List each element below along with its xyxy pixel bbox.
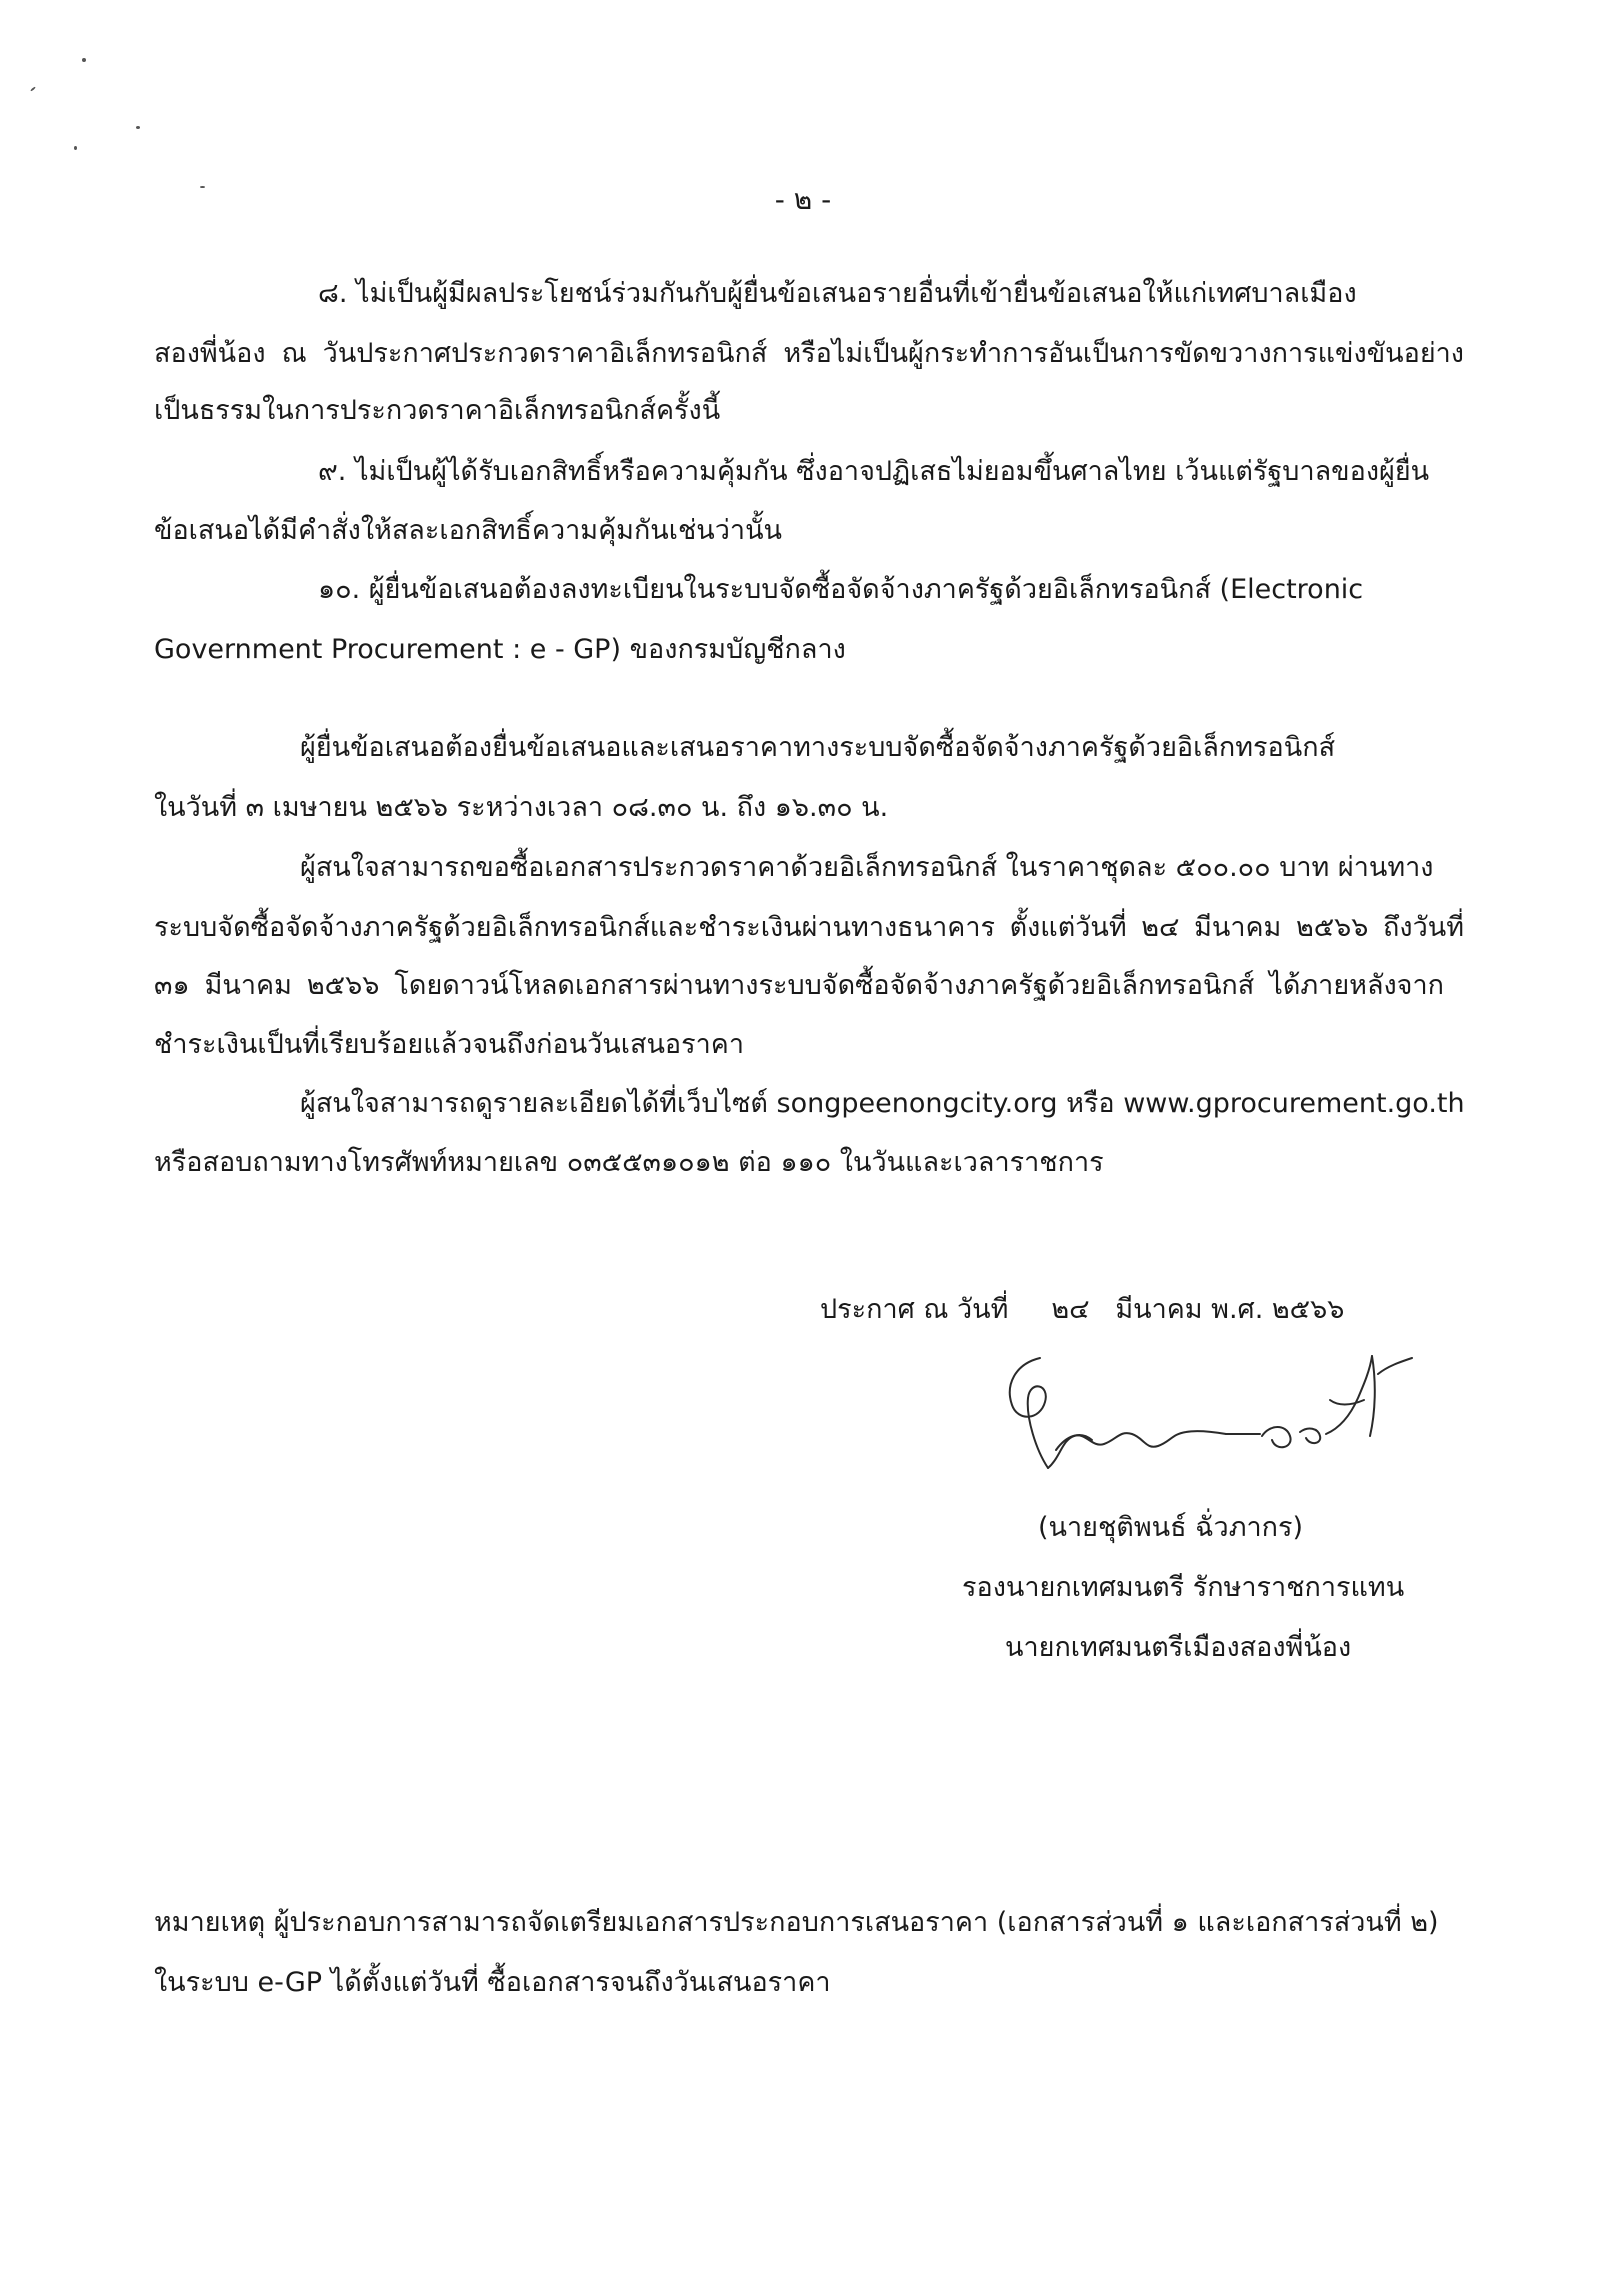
submission-line1: ผู้ยื่นข้อเสนอต้องยื่นข้อเสนอและเสนอราคาทางระบบจัดซื้อจัดจ้างภาครัฐด้วยอิเล็กทรอนิกส์ [300, 732, 1336, 763]
signatory-name: (นายชุติพนธ์ ฉั่วภากร) [1038, 1512, 1304, 1543]
scan-speck [30, 86, 36, 91]
note-line1: หมายเหตุ ผู้ประกอบการสามารถจัดเตรียมเอกสารประกอบการเสนอราคา (เอกสารส่วนที่ ๑ และเอกสารส่วนที่ ๒) [154, 1907, 1439, 1938]
item8-line1: ๘. ไม่เป็นผู้มีผลประโยชน์ร่วมกันกับผู้ยื่นข้อเสนอรายอื่นที่เข้ายื่นข้อเสนอให้แก่เทศบาลเมือง [318, 278, 1357, 309]
signatory-position-1: รองนายกเทศมนตรี รักษาราชการแทน [962, 1572, 1405, 1603]
submission-line2: ในวันที่ ๓ เมษายน ๒๕๖๖ ระหว่างเวลา ๐๘.๓๐ น. ถึง ๑๖.๓๐ น. [154, 792, 889, 823]
purchase-line1: ผู้สนใจสามารถขอซื้อเอกสารประกวดราคาด้วยอิเล็กทรอนิกส์ ในราคาชุดละ ๕๐๐.๐๐ บาท ผ่านทาง [300, 852, 1434, 883]
contact-line2: หรือสอบถามทางโทรศัพท์หมายเลข ๐๓๕๕๓๑๐๑๒ ต่อ ๑๑๐ ในวันและเวลาราชการ [154, 1147, 1104, 1178]
item10-line1: ๑๐. ผู้ยื่นข้อเสนอต้องลงทะเบียนในระบบจัดซื้อจัดจ้างภาครัฐด้วยอิเล็กทรอนิกส์ (Electronic [318, 574, 1364, 605]
page-number: - ๒ - [774, 183, 832, 216]
scan-speck [82, 58, 86, 62]
scan-speck [136, 126, 140, 129]
item9-line2: ข้อเสนอได้มีคำสั่งให้สละเอกสิทธิ์ความคุ้มกันเช่นว่านั้น [154, 515, 783, 546]
item10-line2: Government Procurement : e - GP) ของกรมบัญชีกลาง [154, 634, 846, 665]
purchase-line2: ระบบจัดซื้อจัดจ้างภาครัฐด้วยอิเล็กทรอนิกส์และชำระเงินผ่านทางธนาคาร ตั้งแต่วันที่ ๒๔ มีนาคม ๒๕๖๖ ถึงวันที่ [154, 912, 1464, 943]
handwritten-signature [1000, 1340, 1420, 1490]
purchase-line3: ๓๑ มีนาคม ๒๕๖๖ โดยดาวน์โหลดเอกสารผ่านทางระบบจัดซื้อจัดจ้างภาครัฐด้วยอิเล็กทรอนิกส์ ได้ภายหลังจาก [154, 970, 1444, 1001]
signatory-position-2: นายกเทศมนตรีเมืองสองพี่น้อง [1005, 1632, 1352, 1663]
item9-line1: ๙. ไม่เป็นผู้ได้รับเอกสิทธิ์หรือความคุ้มกัน ซึ่งอาจปฏิเสธไม่ยอมขึ้นศาลไทย เว้นแต่รัฐบาลของผู้ยื่น [318, 456, 1430, 487]
purchase-line4: ชำระเงินเป็นที่เรียบร้อยแล้วจนถึงก่อนวันเสนอราคา [154, 1029, 745, 1060]
item8-line3: เป็นธรรมในการประกวดราคาอิเล็กทรอนิกส์ครั้งนี้ [154, 395, 721, 426]
note-line2: ในระบบ e-GP ได้ตั้งแต่วันที่ ซื้อเอกสารจนถึงวันเสนอราคา [154, 1967, 831, 1998]
item8-line2: สองพี่น้อง ณ วันประกาศประกวดราคาอิเล็กทรอนิกส์ หรือไม่เป็นผู้กระทำการอันเป็นการขัดขวางการแข่งขันอย่าง [154, 338, 1464, 369]
announcement-date: ประกาศ ณ วันที่ ๒๔ มีนาคม พ.ศ. ๒๕๖๖ [820, 1294, 1345, 1325]
scan-speck [74, 146, 77, 150]
contact-line1: ผู้สนใจสามารถดูรายละเอียดได้ที่เว็บไซต์ songpeenongcity.org หรือ www.gprocurement.go.th [300, 1088, 1465, 1119]
